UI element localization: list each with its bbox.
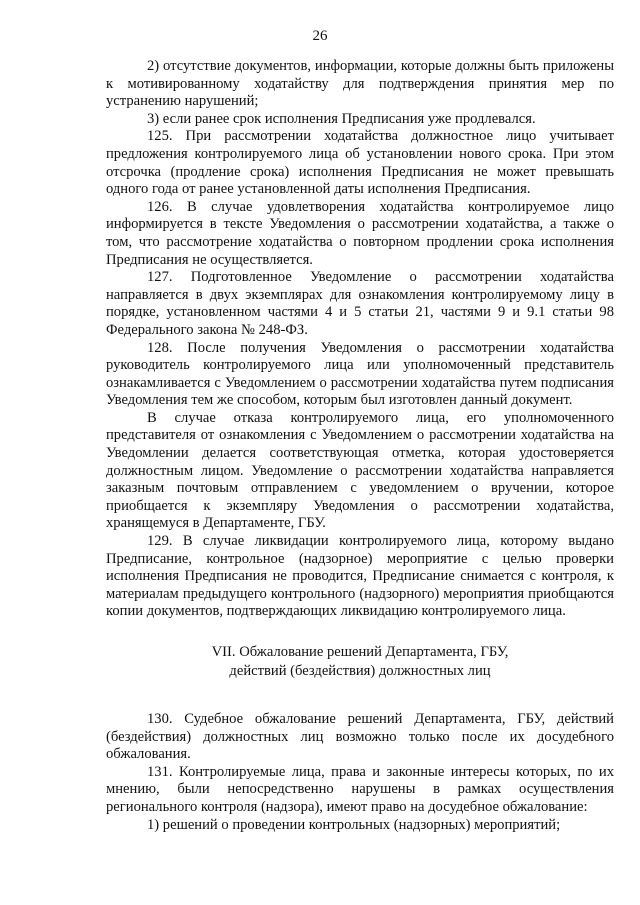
paragraph-128-refusal: В случае отказа контролируемого лица, его уполномоченного представителя от ознакомления с Уведомлением о рассмотрении ходатайства на Уведомлении делается соответствующая отметка, которая удостоверяется должностным лицом. Уведомление о рассмотрении ходатайства направляется заказным почтовым отправлением с уведомлением о вручении, которое приобщается к экземпляру Уведомления о рассмотрении ходатайства, хранящемуся в Департаменте, ГБУ. — [106, 409, 614, 532]
paragraph-126: 126. В случае удовлетворения ходатайства контролируемое лицо информируется в тексте Уведомления о рассмотрении ходатайства, а также о том, что рассмотрение ходатайства о повторном продлении срока исполнения Предписания не осуществляется. — [106, 198, 614, 268]
paragraph-131: 131. Контролируемые лица, права и законные интересы которых, по их мнению, были непосредственно нарушены в рамках осуществления регионального контроля (надзора), имеют право на досудебное обжалование: — [106, 763, 614, 815]
paragraph-125: 125. При рассмотрении ходатайства должностное лицо учитывает предложения контролируемого лица об установлении нового срока. При этом отсрочка (продление срока) исполнения Предписания не может превышать одного года от ранее установленной даты исполнения Предписания. — [106, 128, 614, 198]
section-heading-line-2: действий (бездействия) должностных лиц — [229, 663, 491, 679]
paragraph-128: 128. После получения Уведомления о рассмотрении ходатайства руководитель контролируемого лица или уполномоченный представитель ознакамливается с Уведомлением о рассмотрении ходатайства путем подписания Уведомления тем же способом, которым был изготовлен данный документ. — [106, 339, 614, 409]
paragraph-130: 130. Судебное обжалование решений Департамента, ГБУ, действий (бездействия) должностных лиц возможно только после их досудебного обжалования. — [106, 711, 614, 763]
section-heading-vii — [106, 643, 614, 681]
paragraph-131-item-1: 1) решений о проведении контрольных (надзорных) мероприятий; — [147, 816, 561, 833]
paragraph-129: 129. В случае ликвидации контролируемого лица, которому выдано Предписание, контрольное (надзорное) мероприятие с целью проверки исполнения Предписания не проводится, Предписание снимается с контроля, к материалам предыдущего контрольного (надзорного) мероприятия приобщаются копии документов, подтверждающих ликвидацию контролируемого лица. — [106, 533, 614, 620]
page-number: 26 — [312, 28, 328, 44]
paragraph-127: 127. Подготовленное Уведомление о рассмотрении ходатайства направляется в двух экземплярах для ознакомления контролируемому лицу в порядке, установленном частями 4 и 5 статьи 21, частями 9 и 9.1 статьи 98 Федерального закона № 248-ФЗ. — [106, 269, 614, 338]
paragraph-item-3: 3) если ранее срок исполнения Предписания уже продлевался. — [147, 110, 536, 127]
section-heading-line-1: VII. Обжалование решений Департамента, ГБУ, — [211, 644, 509, 660]
document-body — [106, 58, 614, 834]
paragraph-item-2: 2) отсутствие документов, информации, которые должны быть приложены к мотивированному ходатайству для подтверждения принятия мер по устранению нарушений; — [106, 58, 614, 110]
